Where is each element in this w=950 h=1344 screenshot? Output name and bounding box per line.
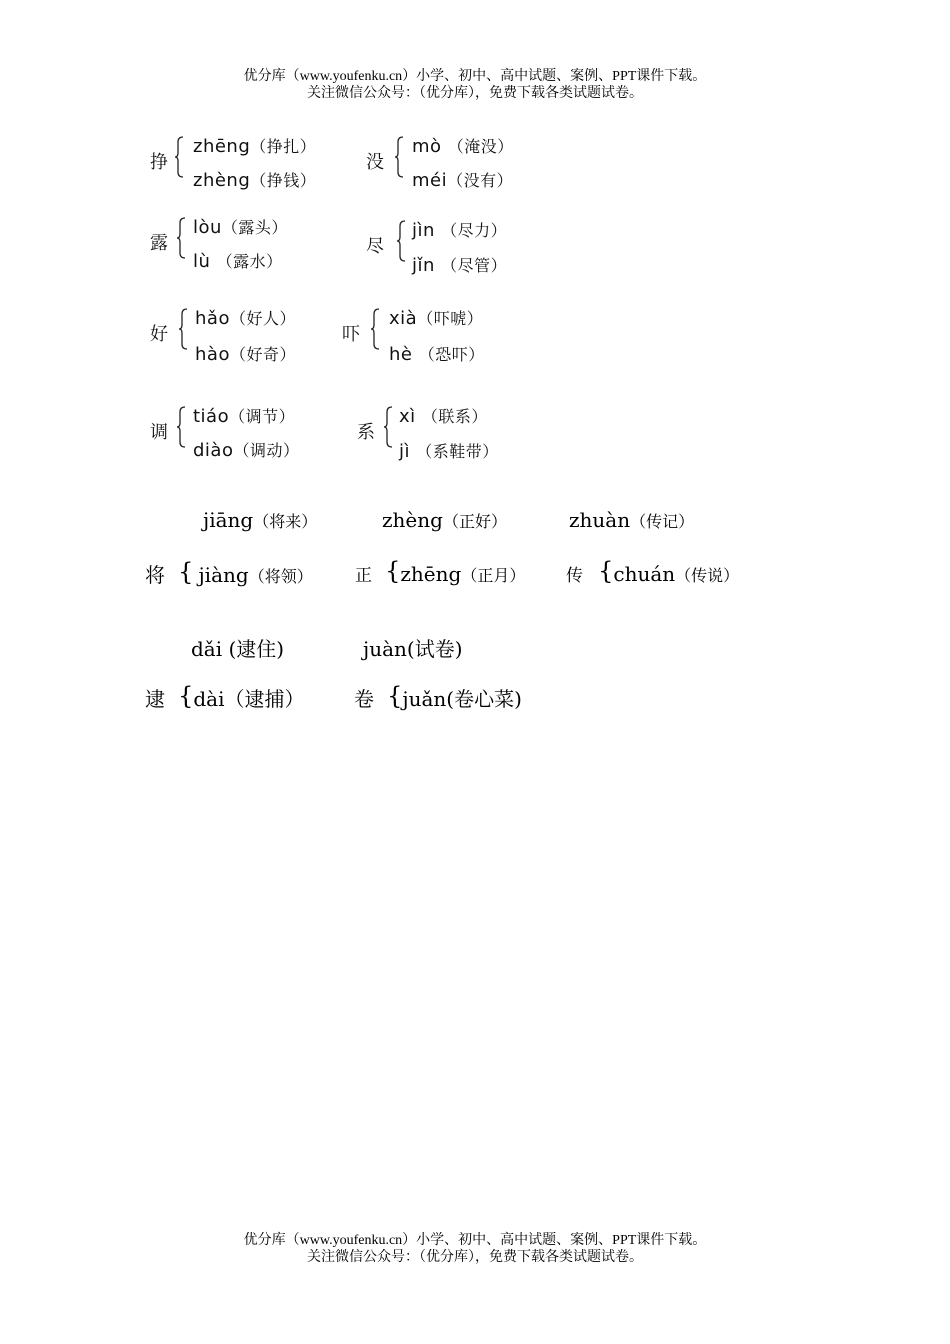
jiang-reading-1: jiāng（将来） xyxy=(203,508,318,532)
brace-icon: { xyxy=(178,682,194,710)
footer-line-2: 关注微信公众号：（优分库），免费下载各类试题试卷。 xyxy=(307,1250,643,1265)
entry-char: 卷 xyxy=(354,687,374,711)
page-header xyxy=(0,68,950,102)
reading-2: lù （露水） xyxy=(193,251,283,272)
brace-icon xyxy=(178,308,188,350)
brace-icon: { xyxy=(178,558,194,586)
reading-2: méi（没有） xyxy=(412,170,514,191)
page-footer xyxy=(0,1232,950,1266)
entry-char: 逮 xyxy=(145,687,165,711)
brace-icon xyxy=(396,220,406,262)
entry-char: 吓 xyxy=(342,324,360,345)
reading-1: xì （联系） xyxy=(399,406,488,427)
reading-2: zhèng（挣钱） xyxy=(193,170,317,191)
brace-icon xyxy=(370,308,380,350)
reading-2: jǐn （尽管） xyxy=(412,255,508,276)
entry-char: 系 xyxy=(357,422,375,443)
reading-1: jìn （尽力） xyxy=(412,220,508,241)
entry-char: 露 xyxy=(150,233,168,254)
reading-2: diào（调动） xyxy=(193,440,300,461)
reading-2: hào（好奇） xyxy=(195,344,296,365)
reading-1: lòu（露头） xyxy=(193,217,288,238)
chuan-entry: 传 {chuán（传说） xyxy=(566,557,740,586)
zheng-reading-1: zhèng（正好） xyxy=(382,508,507,532)
reading-1: mò （淹没） xyxy=(412,136,514,157)
entry-char: 传 xyxy=(566,566,583,586)
brace-icon: { xyxy=(387,682,403,710)
brace-icon xyxy=(383,406,393,448)
juan-entry: 卷 {juǎn(卷心菜) xyxy=(354,682,522,711)
brace-icon xyxy=(174,136,184,178)
juan-reading-1: juàn(试卷) xyxy=(363,637,463,661)
header-line-2: 关注微信公众号：（优分库），免费下载各类试题试卷。 xyxy=(307,86,643,101)
brace-icon xyxy=(394,136,404,178)
entry-char: 正 xyxy=(355,566,372,586)
reading-1: zhēng（挣扎） xyxy=(193,136,317,157)
zhuan-reading-1: zhuàn（传记） xyxy=(569,508,695,532)
brace-icon: { xyxy=(598,557,614,585)
reading-2: hè （恐吓） xyxy=(389,344,485,365)
reading-2: jì （系鞋带） xyxy=(399,441,499,462)
brace-icon: { xyxy=(385,557,401,585)
brace-icon xyxy=(176,406,186,448)
header-line-1: 优分库（www.youfenku.cn）小学、初中、高中试题、案例、PPT课件下载。 xyxy=(243,69,707,84)
footer-line-1: 优分库（www.youfenku.cn）小学、初中、高中试题、案例、PPT课件下载。 xyxy=(243,1233,707,1248)
jiang-entry: 将 { jiàng（将领） xyxy=(145,558,313,587)
entry-char: 挣 xyxy=(150,152,168,173)
reading-1: hǎo（好人） xyxy=(195,308,296,329)
zheng-entry: 正 {zhēng（正月） xyxy=(355,557,526,586)
entry-char: 将 xyxy=(145,563,165,587)
entry-char: 好 xyxy=(150,324,168,345)
dai-reading-1: dǎi (逮住) xyxy=(191,637,285,661)
reading-1: xià（吓唬） xyxy=(389,308,484,329)
reading-1: tiáo（调节） xyxy=(193,406,296,427)
entry-char: 没 xyxy=(366,152,384,173)
dai-entry: 逮 {dài（逮捕） xyxy=(145,682,305,711)
brace-icon xyxy=(176,217,186,259)
entry-char: 调 xyxy=(150,422,168,443)
entry-char: 尽 xyxy=(366,236,384,257)
